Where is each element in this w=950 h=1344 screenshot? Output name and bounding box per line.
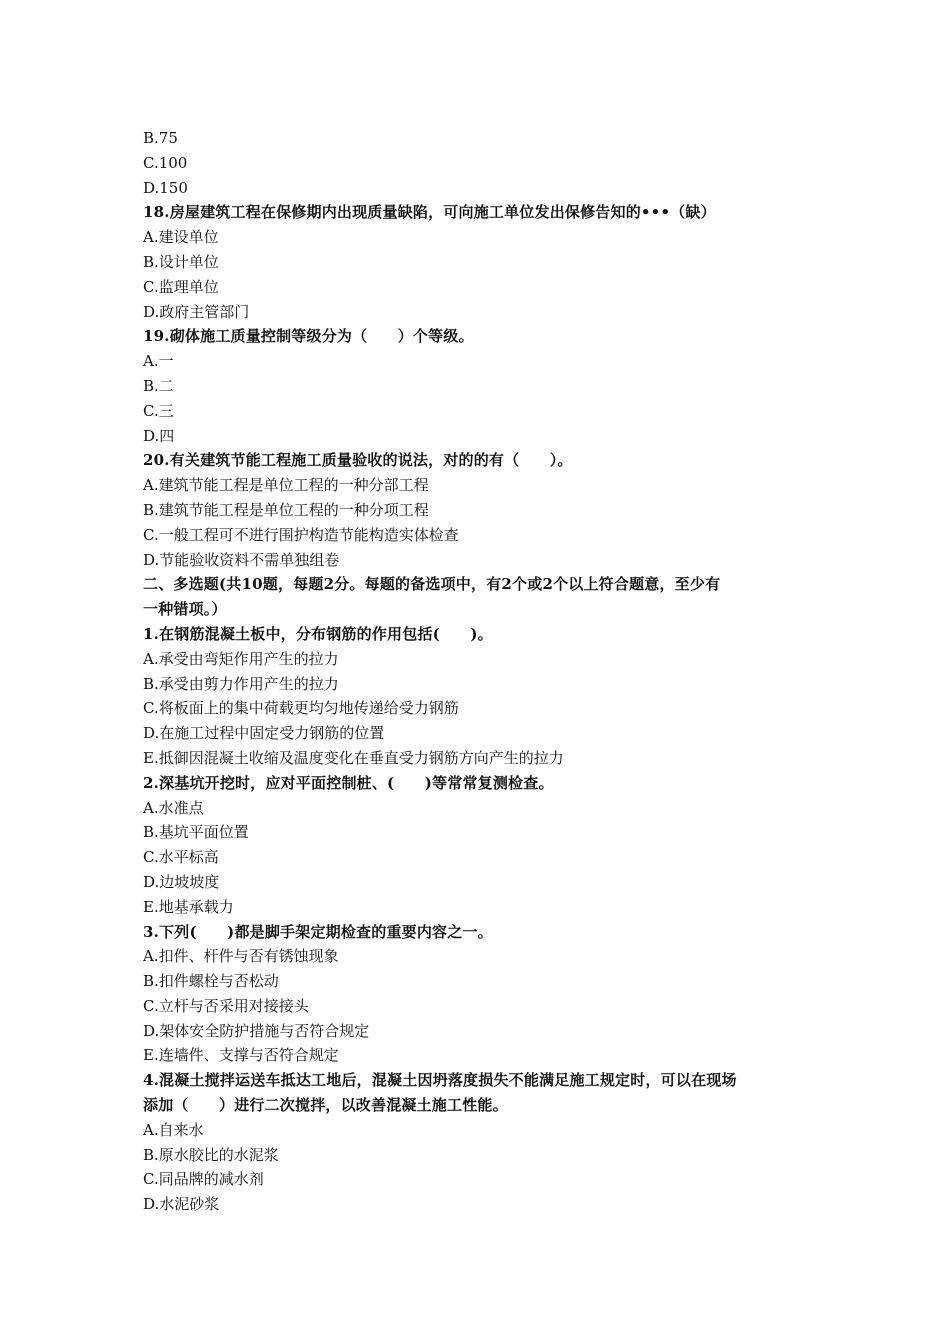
option-line: D.节能验收资料不需单独组卷	[143, 550, 340, 569]
question-line: 二、多选题(共10题，每题2分。每题的备选项中，有2个或2个以上符合题意，至少有	[143, 575, 721, 594]
option-line: A.一	[143, 352, 174, 371]
option-line: D.政府主管部门	[143, 302, 250, 321]
option-line: B.设计单位	[143, 252, 219, 271]
option-line: A.建设单位	[143, 228, 219, 247]
question-line: 1.在钢筋混凝土板中，分布钢筋的作用包括( )。	[143, 624, 493, 643]
question-line: 添加（ ）进行二次搅拌，以改善混凝土施工性能。	[143, 1096, 508, 1115]
option-line: B.承受由剪力作用产生的拉力	[143, 674, 339, 693]
question-line: 19.砌体施工质量控制等级分为（ ）个等级。	[143, 327, 474, 346]
option-line: C.100	[143, 153, 188, 172]
question-line: 2.深基坑开挖时，应对平面控制桩、( )等常常复测检查。	[143, 773, 554, 792]
question-line: 3.下列( )都是脚手架定期检查的重要内容之一。	[143, 922, 493, 941]
option-line: B.建筑节能工程是单位工程的一种分项工程	[143, 500, 429, 519]
option-line: C.三	[143, 401, 174, 420]
option-line: D.边坡坡度	[143, 872, 220, 891]
option-line: C.水平标高	[143, 848, 219, 867]
option-line: A.水准点	[143, 798, 204, 817]
option-line: A.自来水	[143, 1120, 204, 1139]
option-line: C.同品牌的减水剂	[143, 1170, 264, 1189]
option-line: C.立杆与否采用对接接头	[143, 996, 309, 1015]
option-line: D.水泥砂浆	[143, 1195, 220, 1214]
option-line: D.在施工过程中固定受力钢筋的位置	[143, 724, 385, 743]
option-line: B.原水胶比的水泥浆	[143, 1145, 279, 1164]
option-line: B.基坑平面位置	[143, 823, 249, 842]
option-line: B.75	[143, 129, 178, 147]
option-line: A.扣件、杆件与否有锈蚀现象	[143, 947, 339, 966]
option-line: D.四	[143, 426, 175, 445]
question-line: 一种错项。）	[143, 600, 227, 619]
question-line: 18.房屋建筑工程在保修期内出现质量缺陷，可向施工单位发出保修告知的•••（缺）	[143, 203, 716, 222]
option-line: D.架体安全防护措施与否符合规定	[143, 1021, 370, 1040]
question-line: 20.有关建筑节能工程施工质量验收的说法，对的的有（ ）。	[143, 451, 573, 470]
option-line: C.监理单位	[143, 277, 219, 296]
option-line: C.一般工程可不进行围护构造节能构造实体检查	[143, 525, 459, 544]
document-page	[143, 126, 823, 1217]
option-line: E.连墙件、支撑与否符合规定	[143, 1046, 339, 1065]
option-line: A.承受由弯矩作用产生的拉力	[143, 649, 339, 668]
question-line: 4.混凝土搅拌运送车抵达工地后，混凝土因坍落度损失不能满足施工规定时，可以在现场	[143, 1071, 737, 1090]
option-line: B.扣件螺栓与否松动	[143, 972, 279, 991]
option-line: D.150	[143, 178, 188, 197]
option-line: C.将板面上的集中荷载更均匀地传递给受力钢筋	[143, 699, 459, 718]
option-line: E.抵御因混凝土收缩及温度变化在垂直受力钢筋方向产生的拉力	[143, 748, 564, 767]
option-line: A.建筑节能工程是单位工程的一种分部工程	[143, 476, 429, 495]
option-line: E.地基承载力	[143, 897, 234, 916]
option-line: B.二	[143, 376, 174, 395]
